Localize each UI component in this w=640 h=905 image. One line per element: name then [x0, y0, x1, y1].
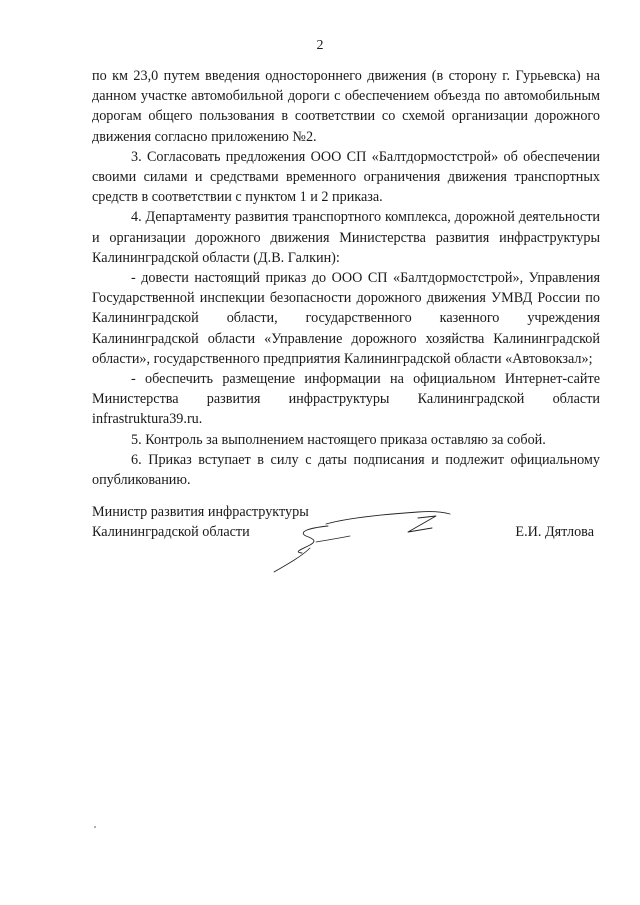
- paragraph-item-4-bullet-1: - довести настоящий приказ до ООО СП «Балтдормостстрой», Управления Государственной инспекции безопасности дорожного движения УМВД России по Калининградской области, государственного казенного учреждения Калининградской области «Управление дорожного хозяйства Калининградской области», государственного предприятия Калининградской области «Автовокзал»;: [92, 270, 600, 367]
- signatory-title-line-1: Министр развития инфраструктуры: [92, 504, 309, 520]
- paragraph-route-detour: по км 23,0 путем введения одностороннего движения (в сторону г. Гурьевска) на данном участке автомобильной дороги с обеспечением объезда по автомобильным дорогам общего пользования в соответствии со схемой организации дорожного движения согласно приложению №2.: [92, 68, 600, 145]
- handwritten-signature: [268, 506, 458, 578]
- order-body: [92, 66, 600, 490]
- paragraph-item-6: 6. Приказ вступает в силу с даты подписания и подлежит официальному опубликованию.: [92, 451, 600, 489]
- paragraph-item-4: 4. Департаменту развития транспортного комплекса, дорожной деятельности и организации дорожного движения Министерства развития инфраструктуры Калининградской области (Д.В. Галкин):: [92, 209, 600, 266]
- scan-speck: [94, 826, 96, 828]
- signatory-title-line-2: Калининградской области: [92, 524, 250, 540]
- paragraph-item-4-bullet-2: - обеспечить размещение информации на официальном Интернет-сайте Министерства развития инфраструктуры Калининградской области infrastruktura39.ru.: [92, 371, 600, 428]
- page-number: 2: [316, 38, 324, 53]
- paragraph-item-3: 3. Согласовать предложения ООО СП «Балтдормостстрой» об обеспечении своими силами и средствами временного ограничения движения транспортных средств в соответствии с пунктом 1 и 2 приказа.: [92, 148, 600, 206]
- signatory-name: Е.И. Дятлова: [515, 524, 594, 540]
- paragraph-item-5: 5. Контроль за выполнением настоящего приказа оставляю за собой.: [131, 431, 546, 448]
